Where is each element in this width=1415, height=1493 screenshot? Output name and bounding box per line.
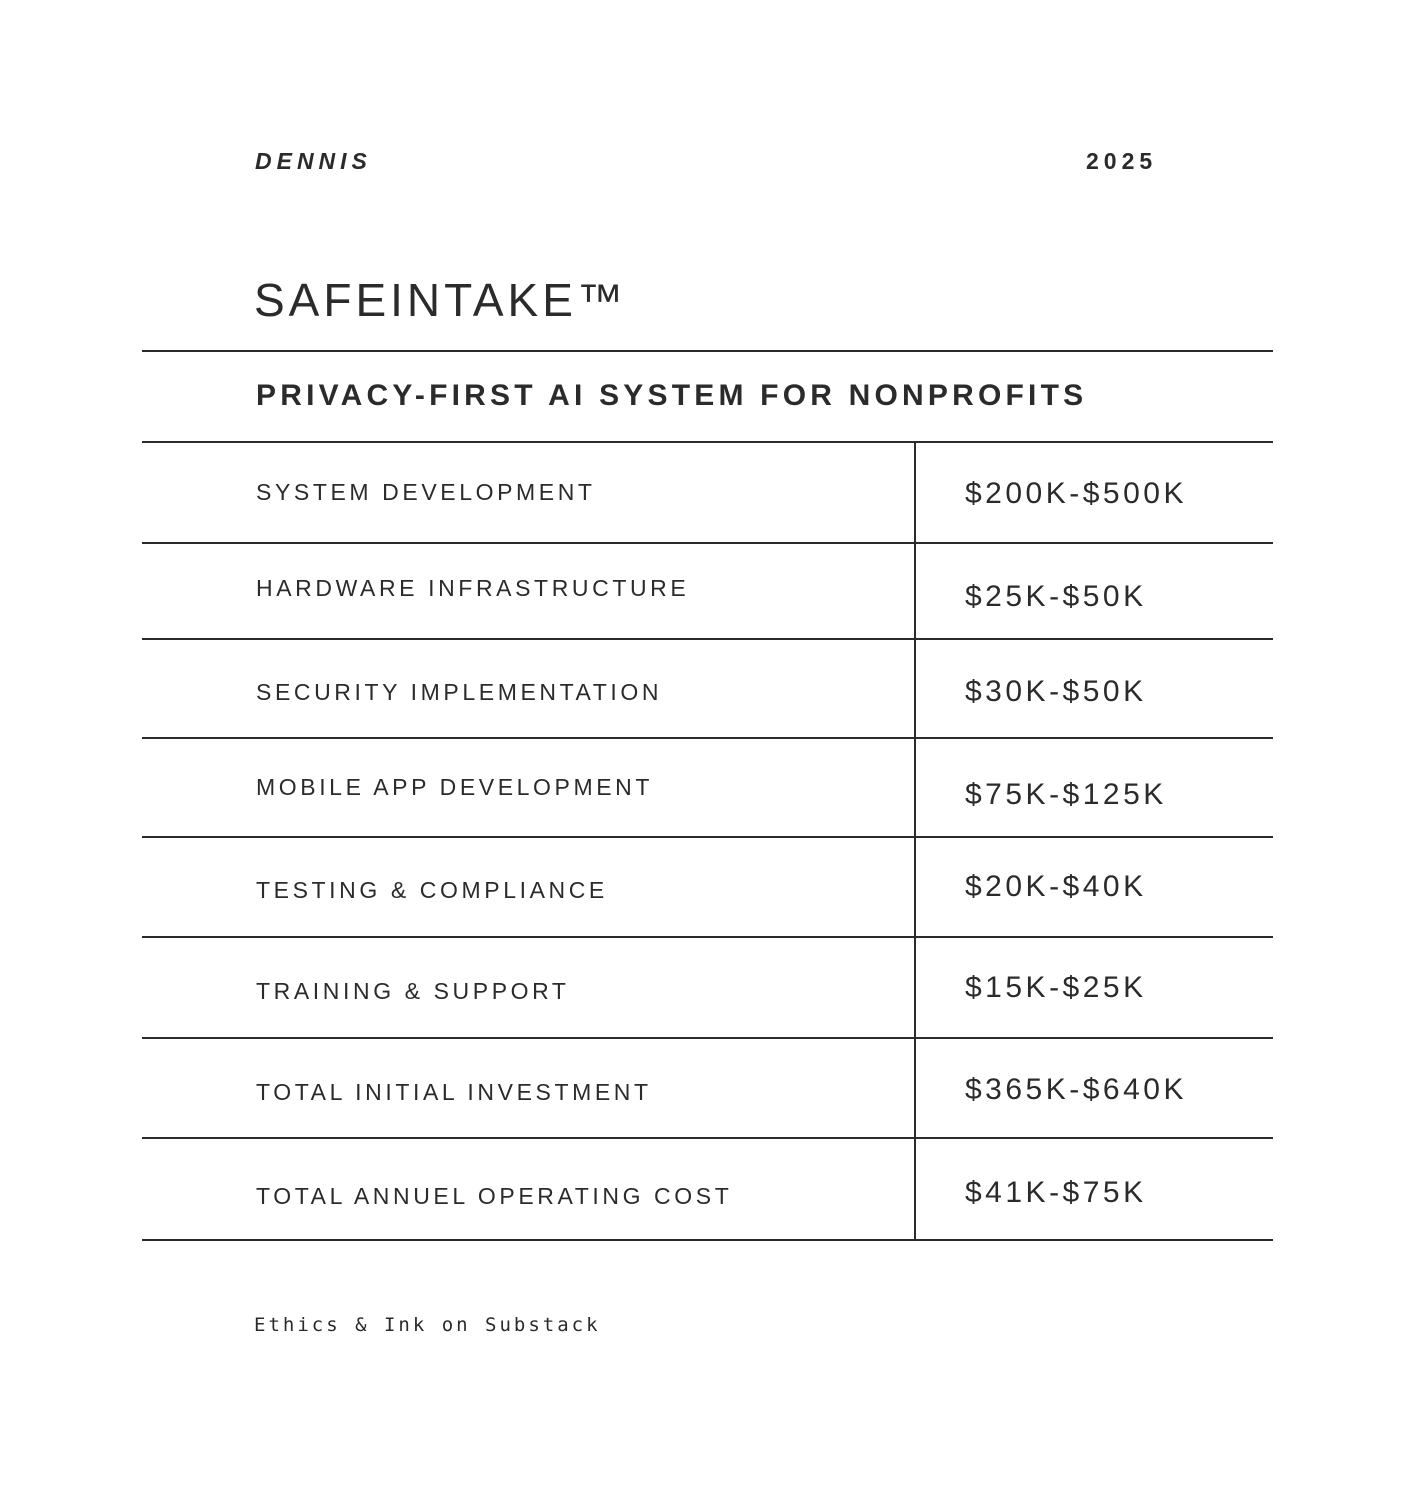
page-title: SAFEINTAKE™: [254, 274, 627, 326]
column-divider: [914, 442, 916, 1241]
row-value: $15K-$25K: [965, 971, 1147, 1004]
row-value: $200K-$500K: [965, 477, 1187, 510]
table-bottom-border: [142, 1239, 1273, 1241]
row-divider: [142, 542, 1273, 544]
row-divider: [142, 638, 1273, 640]
row-label: TOTAL ANNUEL OPERATING COST: [256, 1183, 733, 1209]
row-value: $30K-$50K: [965, 675, 1147, 708]
row-divider: [142, 1037, 1273, 1039]
title-divider: [142, 350, 1273, 352]
row-divider: [142, 836, 1273, 838]
row-label: MOBILE APP DEVELOPMENT: [256, 774, 654, 800]
row-label: TOTAL INITIAL INVESTMENT: [256, 1079, 652, 1105]
page-subtitle: PRIVACY-FIRST AI SYSTEM FOR NONPROFITS: [256, 379, 1088, 412]
row-label: TESTING & COMPLIANCE: [256, 877, 608, 903]
row-divider: [142, 936, 1273, 938]
row-divider: [142, 737, 1273, 739]
row-value: $75K-$125K: [965, 778, 1167, 811]
row-value: $25K-$50K: [965, 580, 1147, 613]
year-label: 2025: [1086, 148, 1158, 174]
row-label: HARDWARE INFRASTRUCTURE: [256, 575, 690, 601]
row-value: $365K-$640K: [965, 1073, 1187, 1106]
row-divider: [142, 1137, 1273, 1139]
footer-credit: Ethics & Ink on Substack: [254, 1314, 601, 1336]
row-label: TRAINING & SUPPORT: [256, 978, 570, 1004]
row-label: SYSTEM DEVELOPMENT: [256, 479, 596, 505]
author-name: DENNIS: [255, 148, 372, 174]
row-value: $41K-$75K: [965, 1176, 1147, 1209]
table-top-border: [142, 441, 1273, 443]
row-label: SECURITY IMPLEMENTATION: [256, 679, 663, 705]
row-value: $20K-$40K: [965, 870, 1147, 903]
